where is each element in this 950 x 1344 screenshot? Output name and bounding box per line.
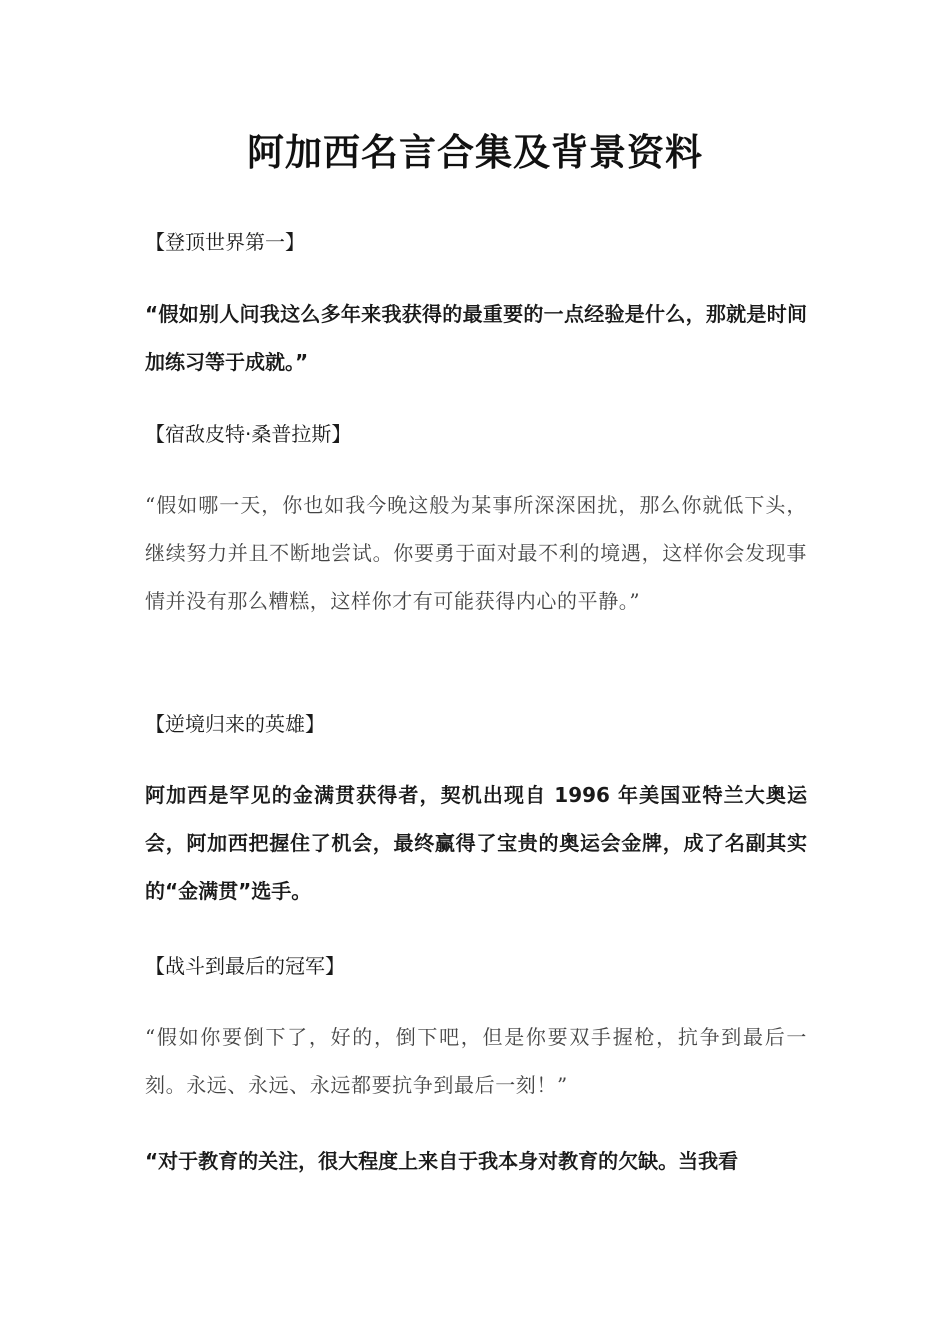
quote-paragraph: “假如别人问我这么多年来我获得的最重要的一点经验是什么，那就是时间加练习等于成就。” bbox=[145, 302, 807, 374]
quote-paragraph: “假如你要倒下了，好的，倒下吧，但是你要双手握枪，抗争到最后一刻。永远、永远、永远都要抗争到最后一刻！” bbox=[145, 1025, 807, 1097]
trailing-paragraph: “对于教育的关注，很大程度上来自于我本身对教育的欠缺。当我看 bbox=[145, 1149, 739, 1173]
section-heading: 【登顶世界第一】 bbox=[145, 230, 305, 254]
section-heading: 【战斗到最后的冠军】 bbox=[145, 954, 345, 978]
section-heading: 【逆境归来的英雄】 bbox=[145, 712, 325, 736]
background-paragraph: 阿加西是罕见的金满贯获得者，契机出现自 1996 年美国亚特兰大奥运会，阿加西把握住了机会，最终赢得了宝贵的奥运会金牌，成了名副其实的“金满贯”选手。 bbox=[145, 783, 807, 903]
section-heading: 【宿敌皮特·桑普拉斯】 bbox=[145, 422, 352, 446]
document-title: 阿加西名言合集及背景资料 bbox=[247, 130, 703, 174]
quote-paragraph: “假如哪一天，你也如我今晚这般为某事所深深困扰，那么你就低下头，继续努力并且不断地尝试。你要勇于面对最不利的境遇，这样你会发现事情并没有那么糟糕，这样你才有可能获得内心的平静。” bbox=[145, 493, 807, 613]
